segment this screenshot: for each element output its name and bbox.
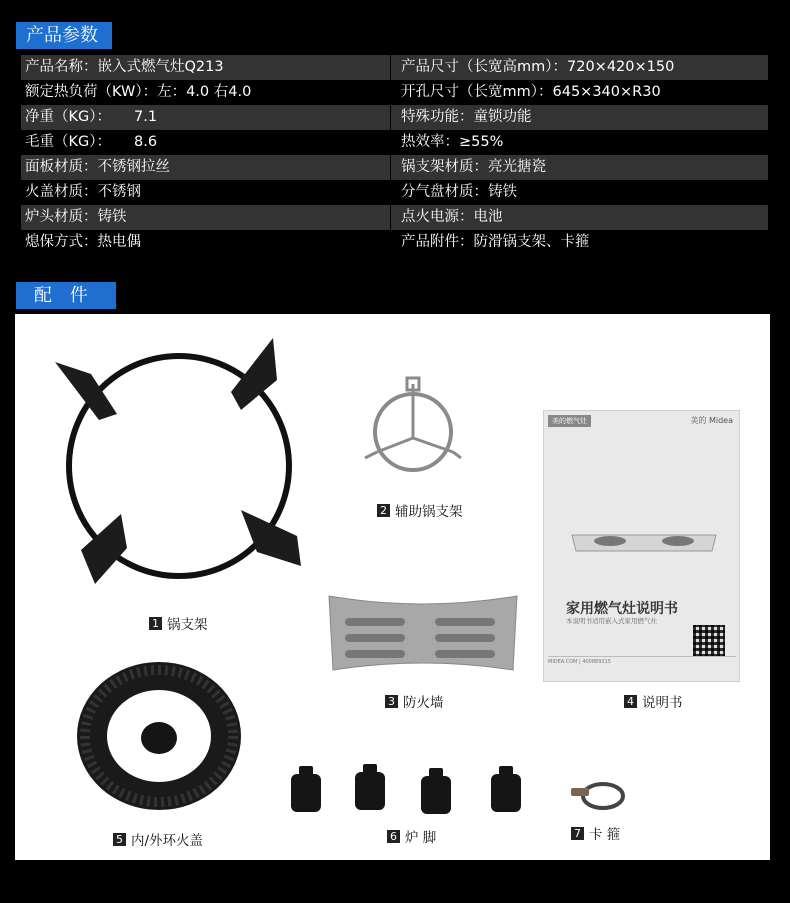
part-label: 炉 脚 <box>405 830 437 846</box>
spec-left: 熄保方式：热电偶 <box>25 234 141 250</box>
aux-pan-support-image <box>355 374 471 474</box>
part-label: 说明书 <box>642 695 683 711</box>
part-label: 辅助锅支架 <box>395 504 463 520</box>
spec-right: 热效率：≥55% <box>401 134 504 150</box>
spec-right: 产品尺寸（长宽高mm）：720×420×150 <box>401 59 675 75</box>
spec-left: 面板材质：不锈钢拉丝 <box>25 159 170 175</box>
part-caption <box>113 829 203 849</box>
params-section-title: 产品参数 <box>16 22 112 49</box>
pan-support-image <box>51 334 311 596</box>
part-number: 4 <box>624 695 637 708</box>
spec-right: 特殊功能：童锁功能 <box>401 109 532 125</box>
manual-brand-right: 美的 Midea <box>690 416 733 425</box>
part-label: 卡 箍 <box>589 827 621 843</box>
manual-subtitle: 本说明书适用嵌入式家用燃气灶 <box>566 617 657 625</box>
spec-row <box>21 130 768 155</box>
spec-row <box>21 205 768 230</box>
part-number: 2 <box>377 504 390 517</box>
part-caption <box>387 826 436 846</box>
manual-image <box>543 410 740 682</box>
manual-footer: MIDEA.COM | 400889315 <box>548 656 736 665</box>
part-label: 内/外环火盖 <box>131 833 204 849</box>
part-number: 1 <box>149 617 162 630</box>
spec-left: 额定热负荷（KW）：左：4.0 右4.0 <box>25 84 252 100</box>
spec-left: 净重（KG）： 7.1 <box>25 109 158 125</box>
spec-row <box>21 80 768 105</box>
part-label: 锅支架 <box>167 617 208 633</box>
fire-wall-image <box>325 592 521 678</box>
spec-row <box>21 55 768 80</box>
spec-row <box>21 180 768 205</box>
stove-illustration <box>566 521 722 561</box>
part-number: 3 <box>385 695 398 708</box>
part-caption <box>571 823 620 843</box>
manual-title: 家用燃气灶说明书 <box>566 601 678 617</box>
spec-left: 毛重（KG）： 8.6 <box>25 134 158 150</box>
part-caption <box>385 691 444 711</box>
part-caption <box>149 613 208 633</box>
parts-panel <box>15 314 770 860</box>
part-number: 7 <box>571 827 584 840</box>
manual-brand-left: 美的燃气灶 <box>548 415 591 427</box>
spec-right: 分气盘材质：铸铁 <box>401 184 517 200</box>
parts-section-title: 配 件 <box>16 282 116 309</box>
spec-table <box>21 55 768 255</box>
spec-left: 火盖材质：不锈钢 <box>25 184 141 200</box>
spec-row <box>21 230 768 255</box>
stove-feet-image <box>287 762 549 816</box>
spec-left: 炉头材质：铸铁 <box>25 209 127 225</box>
burner-cap-image <box>73 658 245 814</box>
part-caption <box>624 691 683 711</box>
part-label: 防火墙 <box>403 695 444 711</box>
qr-code-icon <box>693 625 725 657</box>
spec-right: 产品附件：防滑锅支架、卡箍 <box>401 234 590 250</box>
part-number: 6 <box>387 830 400 843</box>
part-number: 5 <box>113 833 126 846</box>
spec-right: 锅支架材质：亮光搪瓷 <box>401 159 546 175</box>
part-caption <box>377 500 463 520</box>
manual-header <box>544 411 739 431</box>
spec-left: 产品名称：嵌入式燃气灶Q213 <box>25 59 224 75</box>
clamp-image <box>567 776 631 812</box>
spec-row <box>21 105 768 130</box>
spec-row <box>21 155 768 180</box>
spec-right: 点火电源：电池 <box>401 209 503 225</box>
spec-right: 开孔尺寸（长宽mm）：645×340×R30 <box>401 84 661 100</box>
